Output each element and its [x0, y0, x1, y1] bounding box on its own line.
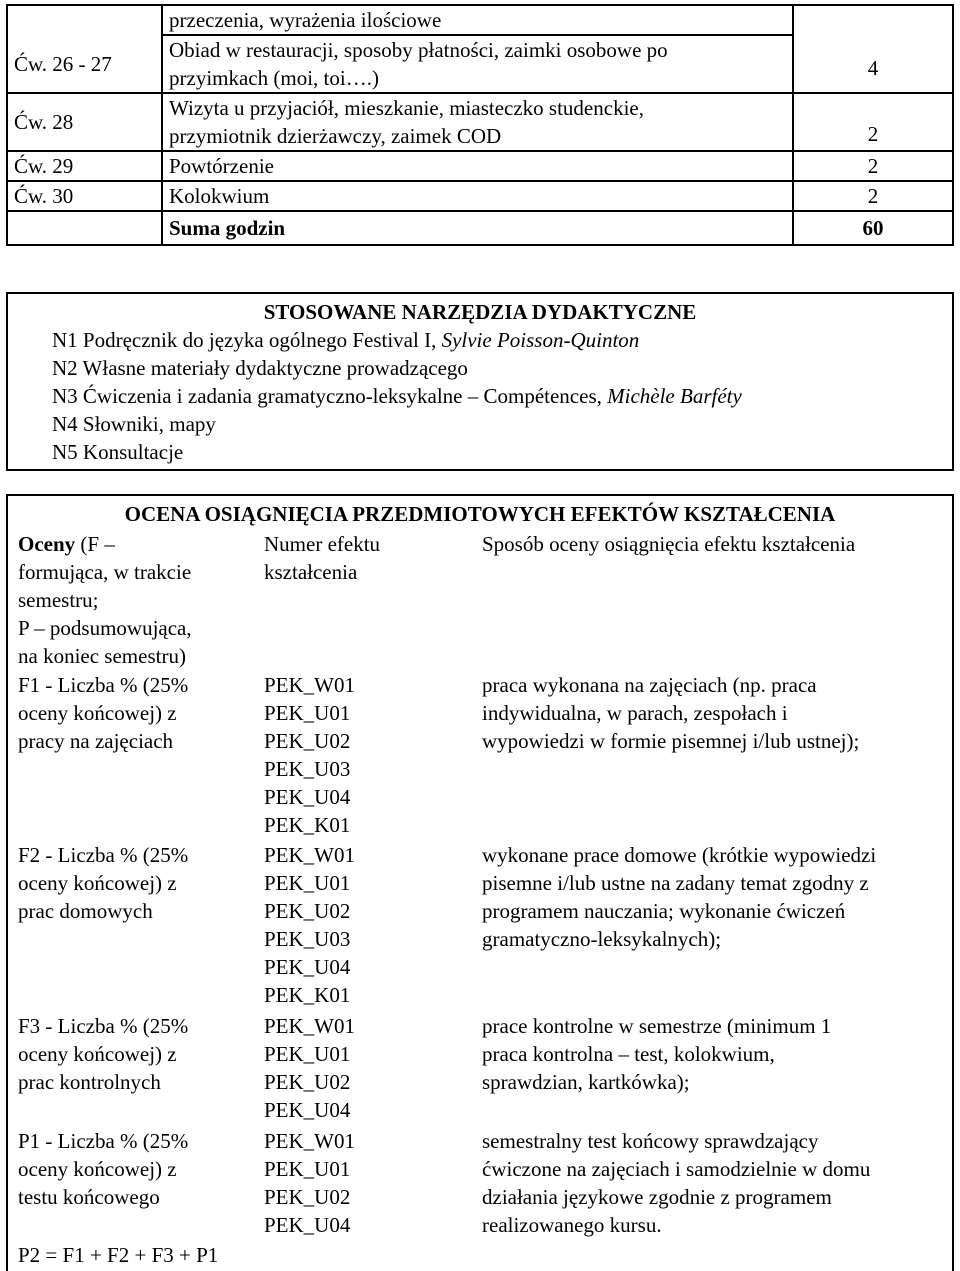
- final-grade-formula: P2 = F1 + F2 + F3 + P1: [18, 1243, 219, 1267]
- method-cell: wykonane prace domowe (krótkie wypowiedzi pisemne i/lub ustne na zadany temat zgodny z programem nauczania; wykonanie ćwiczeń gramatyczno-leksykalnych);: [482, 843, 877, 951]
- table-row: [7, 181, 953, 211]
- method-header: Sposób oceny osiągnięcia efektu kształcenia: [482, 532, 856, 556]
- grades-header: Oceny (F – formująca, w trakcie semestru; P – podsumowująca, na koniec semestru): [18, 532, 192, 668]
- row-hours: 2: [867, 122, 879, 146]
- table-row: [7, 211, 953, 245]
- tools-list: [8, 326, 952, 466]
- row-hours: 4: [867, 56, 879, 80]
- row-number: Ćw. 26 - 27: [14, 51, 112, 76]
- method-cell: praca wykonana na zajęciach (np. praca indywidualna, w parach, zespołach i wypowiedzi w formie pisemnej i/lub ustnej);: [482, 673, 860, 753]
- row-number: Ćw. 28: [14, 110, 74, 134]
- row-description: Obiad w restauracji, sposoby płatności, zaimki osobowe po: [169, 38, 668, 62]
- row-description: przymiotnik dzierżawczy, zaimek COD: [169, 124, 502, 148]
- table-row: [7, 5, 953, 35]
- row-number: Ćw. 29: [14, 154, 74, 178]
- sum-label: Suma godzin: [169, 216, 286, 240]
- effect-number-header: Numer efektu kształcenia: [264, 532, 381, 584]
- row-hours: 2: [867, 154, 879, 178]
- row-description: przyimkach (moi, toi….): [169, 66, 379, 90]
- row-description: przeczenia, wyrażenia ilościowe: [169, 8, 442, 32]
- teaching-tools-section: [6, 292, 954, 471]
- list-item: N2 Własne materiały dydaktyczne prowadzącego: [52, 356, 468, 380]
- section-title: OCENA OSIĄGNIĘCIA PRZEDMIOTOWYCH EFEKTÓW KSZTAŁCENIA: [124, 502, 836, 526]
- effects-cell: PEK_W01 PEK_U01 PEK_U02 PEK_U03 PEK_U04 PEK_K01: [264, 843, 355, 1007]
- row-number: Ćw. 30: [14, 184, 74, 208]
- effects-cell: PEK_W01 PEK_U01 PEK_U02 PEK_U04: [264, 1014, 355, 1122]
- row-hours: 2: [867, 184, 879, 208]
- effects-cell: PEK_W01 PEK_U01 PEK_U02 PEK_U03 PEK_U04 PEK_K01: [264, 673, 355, 837]
- method-cell: semestralny test końcowy sprawdzający ćwiczone na zajęciach i samodzielnie w domu działania językowe zgodnie z programem realizowanego kursu.: [482, 1129, 871, 1237]
- list-item: N4 Słowniki, mapy: [52, 412, 216, 436]
- grade-cell: F1 - Liczba % (25% oceny końcowej) z pracy na zajęciach: [18, 673, 189, 753]
- list-item: N5 Konsultacje: [52, 440, 184, 464]
- list-item: N1 Podręcznik do języka ogólnego Festival I, Sylvie Poisson-Quinton: [52, 328, 640, 352]
- effects-cell: PEK_W01 PEK_U01 PEK_U02 PEK_U04: [264, 1129, 355, 1237]
- sum-value: 60: [862, 216, 884, 240]
- grade-cell: P1 - Liczba % (25% oceny końcowej) z testu końcowego: [18, 1129, 189, 1209]
- row-description: Kolokwium: [169, 184, 270, 208]
- method-cell: prace kontrolne w semestrze (minimum 1 praca kontrolna – test, kolokwium, sprawdzian, kartkówka);: [482, 1014, 832, 1094]
- grade-cell: F2 - Liczba % (25% oceny końcowej) z prac domowych: [18, 843, 189, 923]
- table-row: [7, 151, 953, 181]
- table-row: [7, 93, 953, 151]
- list-item: N3 Ćwiczenia i zadania gramatyczno-leksykalne – Compétences, Michèle Barféty: [52, 384, 742, 408]
- section-title: STOSOWANE NARZĘDZIA DYDAKTYCZNE: [263, 300, 697, 324]
- assessment-section: [6, 494, 954, 1271]
- grade-cell: F3 - Liczba % (25% oceny końcowej) z prac kontrolnych: [18, 1014, 189, 1094]
- row-description: Wizyta u przyjaciół, mieszkanie, miasteczko studenckie,: [169, 96, 644, 120]
- row-description: Powtórzenie: [169, 154, 274, 178]
- schedule-table: [6, 4, 954, 246]
